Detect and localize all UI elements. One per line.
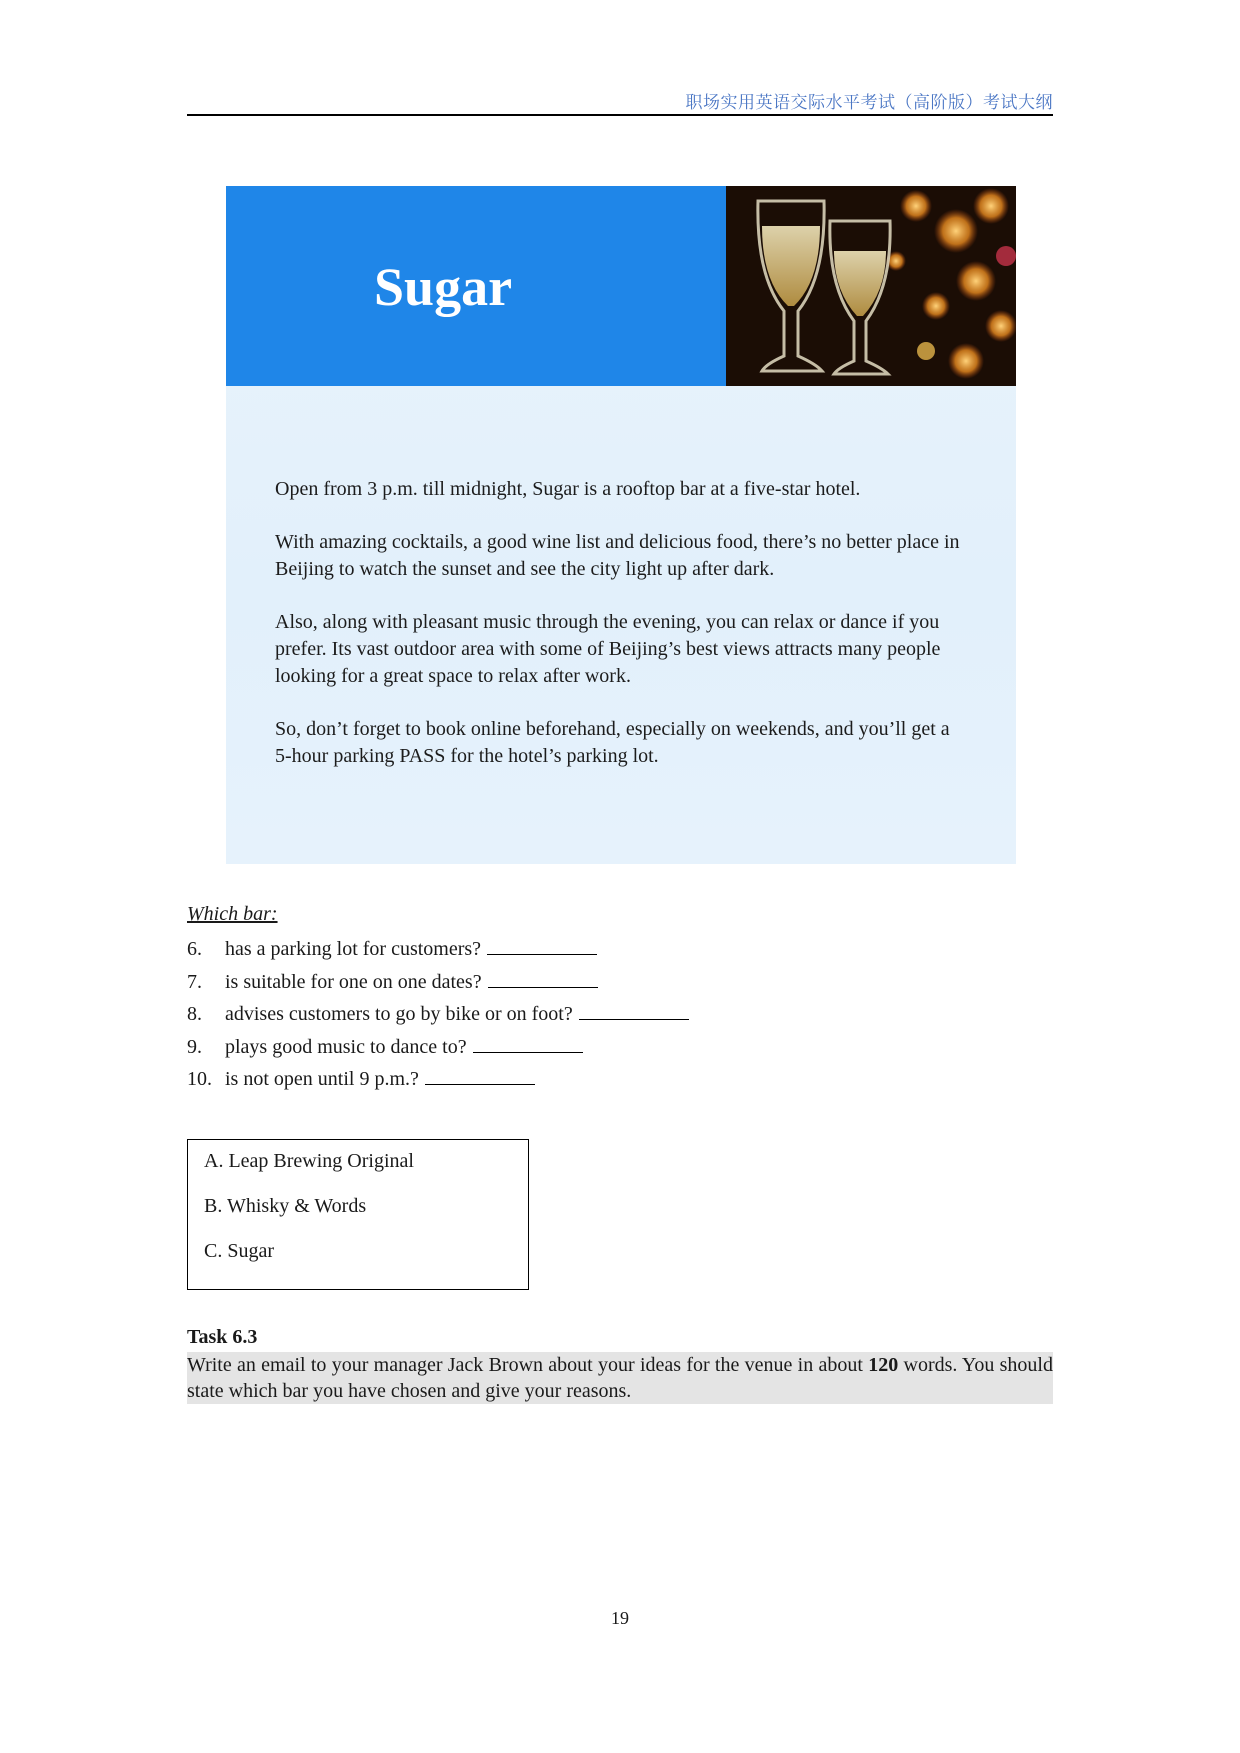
task-instructions	[187, 1352, 1053, 1404]
question-text: has a parking lot for customers?	[225, 938, 482, 960]
answer-blank[interactable]	[425, 1066, 535, 1085]
question-number: 10.	[187, 1068, 212, 1090]
card-paragraph: Also, along with pleasant music through the evening, you can relax or dance if you prefer. Its vast outdoor area with some of Beijing’s best views attracts many people looking for a great space to relax after work.	[275, 611, 941, 687]
champagne-glasses-icon	[726, 186, 1016, 386]
answer-blank[interactable]	[473, 1034, 583, 1053]
question-text: plays good music to dance to?	[225, 1035, 467, 1058]
page-number: 19	[611, 1608, 629, 1628]
card-title: Sugar	[374, 257, 513, 317]
question-number: 8.	[187, 1003, 202, 1025]
option-item: B. Whisky & Words	[204, 1195, 367, 1217]
running-header: 职场实用英语交际水平考试（高阶版）考试大纲	[685, 93, 1053, 112]
card-paragraph: So, don’t forget to book online beforehand, especially on weekends, and you’ll get a 5-hour parking PASS for the hotel’s parking lot.	[275, 718, 950, 767]
card-paragraph: Open from 3 p.m. till midnight, Sugar is a rooftop bar at a five-star hotel.	[275, 478, 861, 500]
question-text: is not open until 9 p.m.?	[225, 1068, 419, 1090]
answer-blank[interactable]	[579, 1001, 689, 1020]
card-description	[275, 476, 965, 796]
header-rule	[187, 114, 1053, 116]
options-box	[187, 1139, 529, 1290]
answer-blank[interactable]	[487, 936, 597, 955]
task-title: Task 6.3	[187, 1326, 258, 1348]
task-text: words. You should state which bar you have chosen and give your reasons.	[187, 1354, 1053, 1402]
question-item	[187, 966, 887, 999]
question-item	[187, 998, 887, 1031]
task-word-count: 120	[868, 1354, 899, 1376]
question-item	[187, 1063, 887, 1096]
sugar-bar-card	[226, 186, 1016, 864]
task-text: Write an email to your manager Jack Brown about your ideas for the venue in about	[187, 1354, 869, 1376]
questions-heading: Which bar:	[187, 903, 278, 925]
question-text: advises customers to go by bike or on foot?	[225, 1003, 573, 1025]
question-number: 9.	[187, 1035, 202, 1058]
question-list	[187, 933, 887, 1096]
option-item: C. Sugar	[204, 1240, 274, 1262]
question-item	[187, 933, 887, 966]
question-item	[187, 1031, 887, 1064]
card-banner	[226, 186, 726, 386]
question-number: 7.	[187, 970, 202, 993]
question-number: 6.	[187, 938, 202, 960]
card-paragraph: With amazing cocktails, a good wine list and delicious food, there’s no better place in Beijing to watch the sunset and see the city light up after dark.	[275, 531, 960, 580]
question-text: is suitable for one on one dates?	[225, 970, 482, 993]
option-item: A. Leap Brewing Original	[204, 1150, 414, 1172]
answer-blank[interactable]	[488, 969, 598, 988]
